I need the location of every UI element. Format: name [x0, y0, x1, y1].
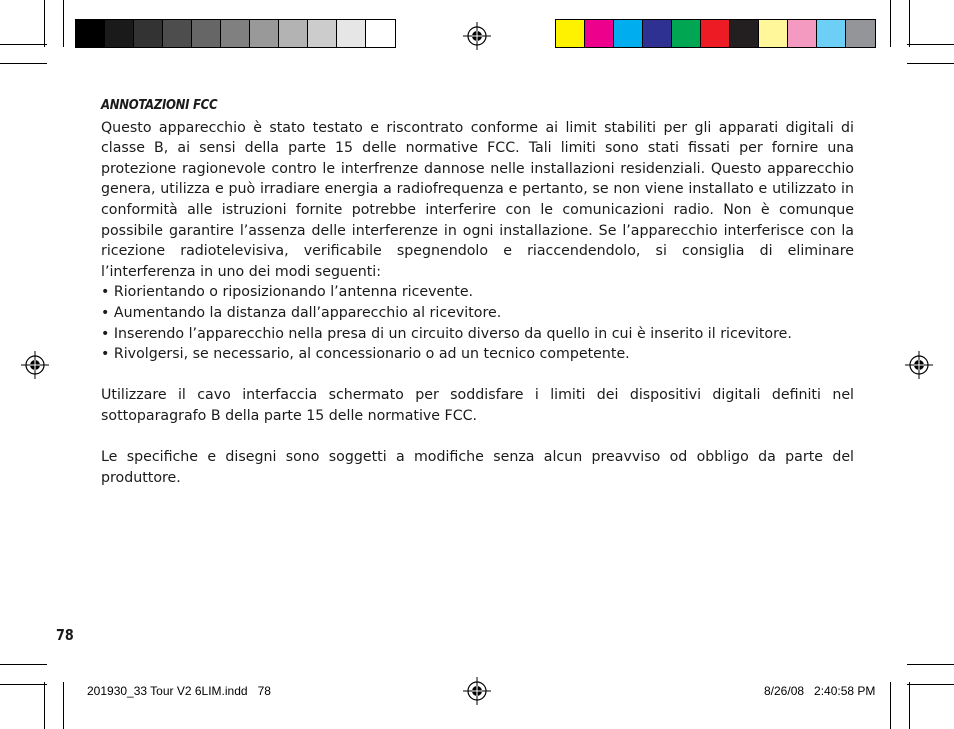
bullet-item: • Rivolgersi, se necessario, al concessionario o ad un tecnico competente.: [101, 346, 630, 363]
crop-mark-bottom-left-v2: [63, 682, 64, 729]
crop-mark-bottom-right-v: [909, 682, 910, 729]
bullet-item: • Inserendo l’apparecchio nella presa di un circuito diverso da quello in cui è inserito il ricevitore.: [101, 325, 792, 342]
shielded-cable-paragraph: Utilizzare il cavo interfaccia schermato per soddisfare i limiti dei dispositivi digitali definiti nel sottoparagrafo B della parte 15 delle normative FCC.: [101, 387, 854, 424]
page-number: 78: [56, 626, 74, 644]
crop-mark-bottom-left-h2: [0, 684, 47, 685]
registration-mark-right-icon: [905, 351, 933, 379]
crop-mark-bottom-right-h: [907, 664, 954, 665]
grayscale-color-bar: [75, 19, 396, 48]
slug-file-name: 201930_33 Tour V2 6LIM.indd 78: [87, 684, 271, 698]
color-swatch: [759, 20, 788, 47]
color-swatch: [134, 20, 163, 47]
crop-mark-top-right-h: [907, 44, 954, 45]
registration-mark-left-icon: [21, 351, 49, 379]
registration-mark-bottom-icon: [463, 677, 491, 705]
crop-mark-top-left-v2: [63, 0, 64, 47]
crop-mark-bottom-right-h2: [907, 684, 954, 685]
crop-mark-top-right-v: [909, 0, 910, 47]
crop-mark-top-right-h2: [907, 63, 954, 64]
color-swatch: [614, 20, 643, 47]
color-swatch: [672, 20, 701, 47]
crop-mark-bottom-right-v2: [890, 682, 891, 729]
registration-mark-top-icon: [463, 22, 491, 50]
specifications-paragraph: Le specifiche e disegni sono soggetti a modifiche senza alcun preavviso od obbligo da parte del produttore.: [101, 449, 854, 486]
color-swatch: [105, 20, 134, 47]
color-swatch: [308, 20, 337, 47]
color-swatch: [279, 20, 308, 47]
color-swatch: [163, 20, 192, 47]
color-swatch: [730, 20, 759, 47]
color-swatch: [76, 20, 105, 47]
crop-mark-top-left-v: [44, 0, 45, 47]
crop-mark-top-right-v2: [890, 0, 891, 47]
color-swatch: [585, 20, 614, 47]
color-swatch: [643, 20, 672, 47]
color-swatch: [817, 20, 846, 47]
slug-timestamp: 8/26/08 2:40:58 PM: [764, 684, 876, 698]
bullet-item: • Riorientando o riposizionando l’antenna ricevente.: [101, 284, 474, 301]
color-swatch: [250, 20, 279, 47]
crop-mark-top-left-h: [0, 44, 47, 45]
color-swatch: [221, 20, 250, 47]
crop-mark-bottom-left-v: [44, 682, 45, 729]
color-swatch: [366, 20, 395, 47]
color-swatch: [337, 20, 366, 47]
crop-mark-bottom-left-h: [0, 664, 47, 665]
color-swatch: [788, 20, 817, 47]
section-heading: ANNOTAZIONI FCC: [101, 98, 218, 113]
color-swatch: [701, 20, 730, 47]
color-swatch: [846, 20, 875, 47]
color-swatch: [192, 20, 221, 47]
color-swatch: [556, 20, 585, 47]
document-body: [101, 96, 854, 488]
process-color-bar: [555, 19, 876, 48]
crop-mark-top-left-h2: [0, 63, 47, 64]
intro-paragraph: Questo apparecchio è stato testato e riscontrato conforme ai limit stabiliti per gli apparati digitali di classe B, ai sensi della parte 15 delle normative FCC. Tali limiti sono stati fissati per fornire una protezione ragionevole contro le interfrenze dannose nelle installazioni residenziali. Questo apparecchio genera, utilizza e può irradiare energia a radiofrequenza e pertanto, se non viene installato e utilizzato in conformità alle istruzioni fornite potrebbe interferire con le comunicazioni radio. Non è comunque possibile garantire l’assenza delle interferenze in ogni installazione. Se l’apparecchio interferisce con la ricezione radiotelevisiva, verificabile spegnendolo e riaccendendolo, si consiglia di eliminare l’interferenza in uno dei modi seguenti:: [101, 119, 854, 280]
bullet-item: • Aumentando la distanza dall’apparecchio al ricevitore.: [101, 304, 502, 321]
